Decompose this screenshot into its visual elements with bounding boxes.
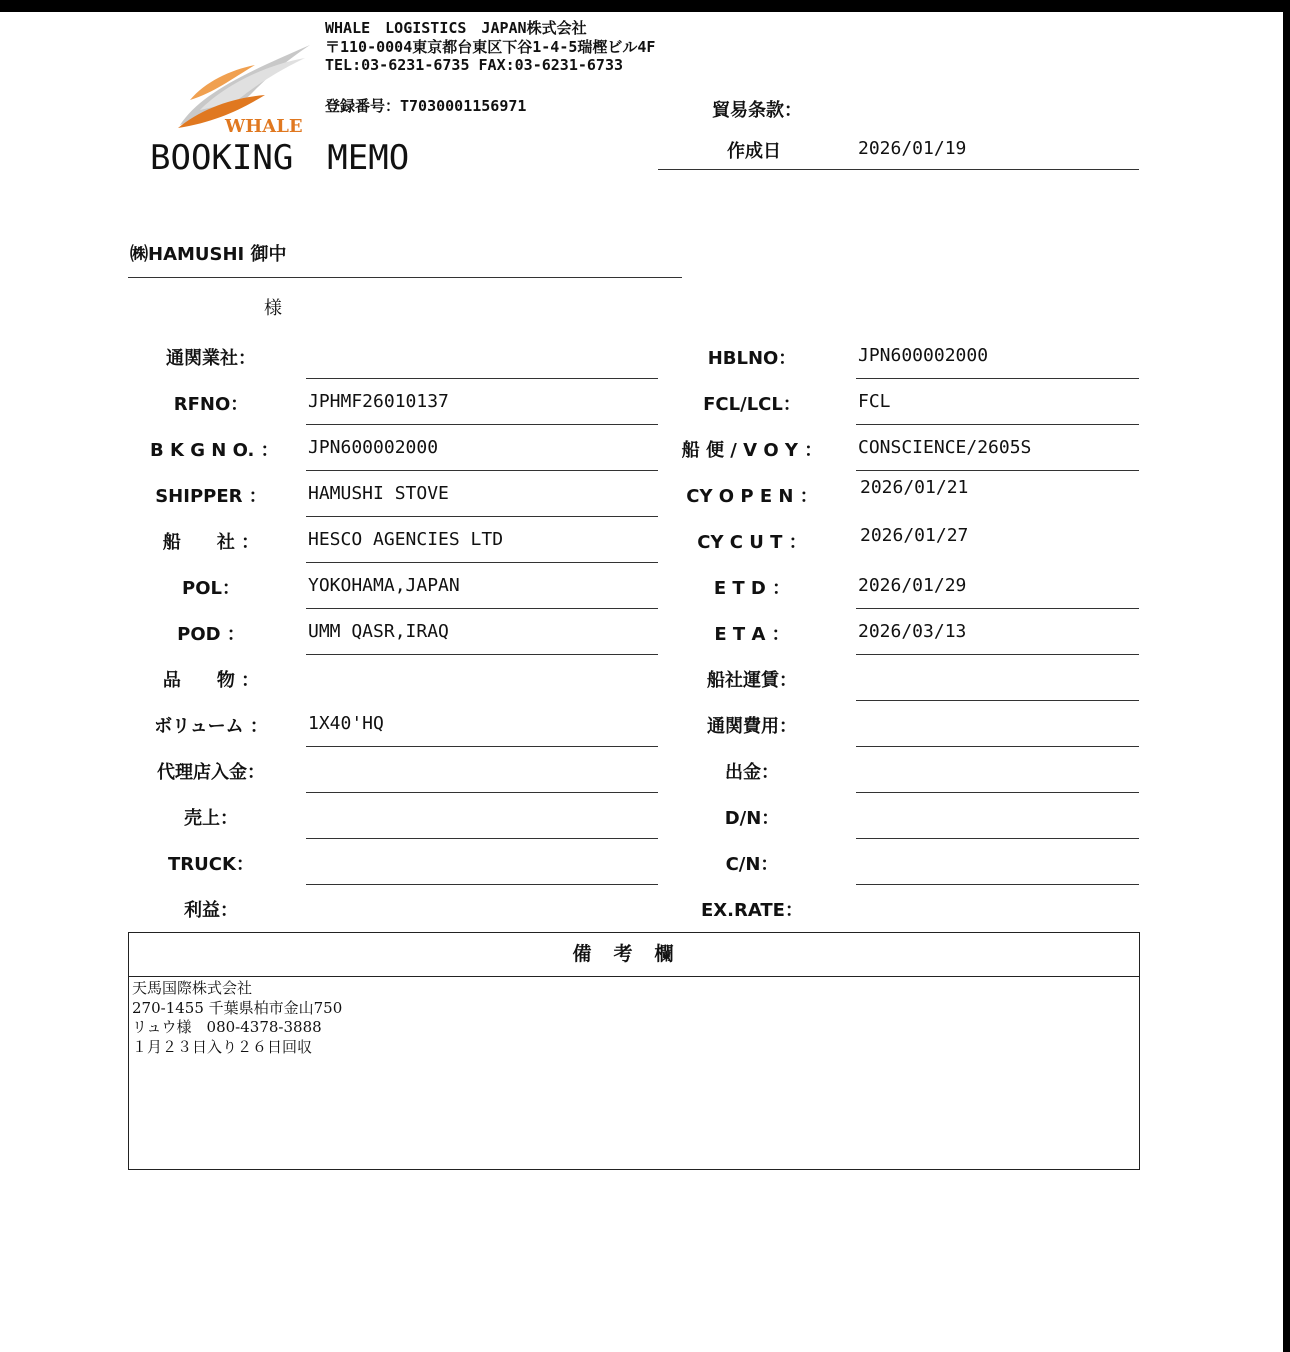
field-label: 品 物 ：	[162, 670, 260, 691]
field-underline	[306, 884, 658, 885]
field-underline	[856, 470, 1139, 471]
pod-value: UMM QASR,IRAQ	[308, 621, 449, 642]
field-label: E T D ：	[713, 578, 791, 599]
divider	[128, 277, 682, 278]
field-label: HBLNO：	[707, 348, 797, 369]
field-label: D/N：	[724, 808, 780, 829]
remarks-line: リュウ様 080-4378-3888	[132, 1018, 322, 1036]
field-label: 出金：	[725, 762, 779, 783]
field-underline	[856, 792, 1139, 793]
field-label: CY C U T ：	[697, 532, 807, 553]
field-label: E T A ：	[714, 624, 790, 645]
remarks-box	[128, 932, 1140, 1170]
bkg-no-value: JPN600002000	[308, 437, 439, 458]
field-label: POL：	[182, 578, 240, 599]
field-label: RFNO：	[173, 394, 249, 415]
pol-value: YOKOHAMA,JAPAN	[308, 575, 460, 596]
shipper-value: HAMUSHI STOVE	[308, 483, 449, 504]
field-label: FCL/LCL：	[703, 394, 801, 415]
field-underline	[856, 884, 1139, 885]
field-label: TRUCK：	[168, 854, 254, 875]
volume-value: 1X40'HQ	[308, 713, 384, 734]
field-label: POD ：	[177, 624, 245, 645]
created-date-label: 作成日	[727, 141, 781, 162]
field-underline	[306, 654, 658, 655]
field-label: B K G N O. ：	[150, 440, 279, 461]
field-underline	[306, 792, 658, 793]
honorific: 様	[264, 298, 282, 319]
field-label: CY O P E N ：	[686, 486, 818, 507]
field-underline	[306, 562, 658, 563]
field-label: 利益：	[184, 900, 238, 921]
field-underline	[856, 654, 1139, 655]
cy-open-value: 2026/01/21	[860, 477, 969, 498]
field-label: 船社運賃：	[707, 670, 797, 691]
field-underline	[306, 516, 658, 517]
fcl-lcl-value: FCL	[858, 391, 891, 412]
vessel-voy-value: CONSCIENCE/2605S	[858, 437, 1032, 458]
company-tel-fax: TEL:03-6231-6735 FAX:03-6231-6733	[325, 56, 624, 74]
page-title: BOOKING MEMO	[150, 138, 410, 178]
field-underline	[856, 424, 1139, 425]
registration-number: 登録番号：T7030001156971	[325, 97, 527, 115]
company-name: WHALE LOGISTICS JAPAN株式会社	[325, 19, 587, 37]
field-label: 船 便 / V O Y ：	[681, 440, 823, 461]
remarks-line: 天馬国際株式会社	[132, 979, 253, 997]
cy-cut-value: 2026/01/27	[860, 525, 969, 546]
field-underline	[306, 838, 658, 839]
field-underline	[306, 378, 658, 379]
field-label: C/N：	[725, 854, 779, 875]
booking-memo-page	[0, 12, 1283, 1352]
field-underline	[306, 470, 658, 471]
carrier-value: HESCO AGENCIES LTD	[308, 529, 504, 550]
whale-logo-icon	[170, 40, 315, 140]
created-date-value: 2026/01/19	[858, 138, 967, 159]
remarks-line: １月２３日入り２６日回収	[132, 1037, 313, 1056]
field-underline	[856, 700, 1139, 701]
remarks-text	[132, 979, 342, 1057]
field-underline	[306, 746, 658, 747]
hblno-value: JPN600002000	[858, 345, 989, 366]
field-label: 代理店入金：	[157, 762, 265, 783]
etd-value: 2026/01/29	[858, 575, 967, 596]
rfno-value: JPHMF26010137	[308, 391, 449, 412]
field-label: ボリューム ：	[154, 716, 268, 737]
field-label: SHIPPER ：	[155, 486, 267, 507]
field-underline	[856, 746, 1139, 747]
remarks-line: 270-1455 千葉県柏市金山750	[132, 998, 343, 1017]
divider	[658, 169, 1139, 170]
customer-name: ㈱HAMUSHI 御中	[130, 244, 287, 265]
remarks-heading: 備考欄	[129, 933, 1139, 977]
field-underline	[856, 608, 1139, 609]
field-label: EX.RATE：	[701, 900, 803, 921]
field-label: 通関業社：	[166, 348, 256, 369]
field-label: 売上：	[184, 808, 238, 829]
field-label: 通関費用：	[707, 716, 797, 737]
trade-terms-label: 貿易条款：	[712, 100, 802, 121]
logo-text: WHALE	[225, 116, 303, 137]
field-underline	[856, 838, 1139, 839]
eta-value: 2026/03/13	[858, 621, 967, 642]
field-underline	[856, 378, 1139, 379]
field-underline	[306, 424, 658, 425]
company-address: 〒110-0004東京都台東区下谷1-4-5瑞樫ビル4F	[325, 38, 656, 56]
field-label: 船 社 ：	[162, 532, 260, 553]
field-underline	[306, 608, 658, 609]
